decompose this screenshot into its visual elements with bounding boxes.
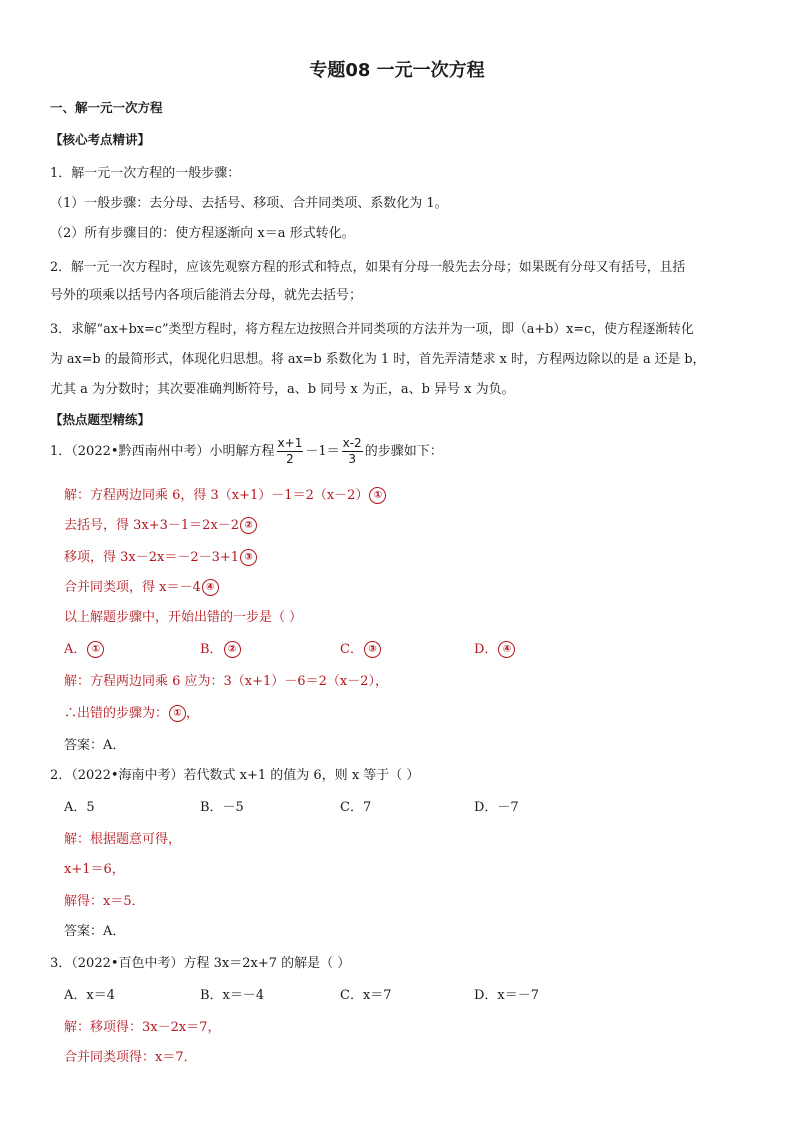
q1-stem <box>50 436 443 467</box>
q1-answer: 答案：A． <box>64 738 126 753</box>
solution-marker-1: ① <box>169 705 186 722</box>
step-marker-1: ① <box>369 487 386 504</box>
option-a-marker: ① <box>87 641 104 658</box>
core-point-3-line2: 为 ax=b 的最简形式，体现化归思想。将 ax=b 系数化为 1 时，首先弄清楚求 x 时，方程两边除以的是 a 还是 b， <box>50 352 706 367</box>
core-point-1b: （2）所有步骤目的：使方程逐渐向 x＝a 形式转化。 <box>50 226 355 241</box>
core-point-1: 1．解一元一次方程的一般步骤： <box>50 166 241 181</box>
q1-frac1-numerator: x+1 <box>277 436 303 450</box>
q2-solution-1: 解：根据题意可得， <box>64 832 182 847</box>
q1-option-a-label: A． <box>64 642 87 657</box>
section-heading: 一、解一元一次方程 <box>50 100 163 115</box>
q1-solution-2-text: ∴出错的步骤为： <box>64 706 169 721</box>
core-point-3-line3: 尤其 a 为分数时；其次要准确判断符号，a、b 同号 x 为正，a、b 异号 x 为负。 <box>50 382 515 397</box>
q3-option-d: D．x＝－7 <box>474 988 540 1003</box>
q1-step-3 <box>64 546 257 566</box>
core-point-2-line1: 2．解一元一次方程时，应该先观察方程的形式和特点，如果有分母一般先去分母；如果既有分母又有括号，且括 <box>50 260 686 275</box>
q1-step-4-text: 合并同类项，得 x＝－4 <box>64 580 201 595</box>
step-marker-2: ② <box>240 517 257 534</box>
q1-stem-prefix: 1．（2022•黔西南州中考）小明解方程 <box>50 444 275 459</box>
q1-fraction-2 <box>342 436 363 467</box>
q1-option-c <box>340 638 381 658</box>
q3-option-b: B．x＝－4 <box>200 988 265 1003</box>
q3-solution-2: 合并同类项得：x＝7． <box>64 1050 197 1065</box>
core-point-3-line1: 3．求解“ax+bx=c”类型方程时，将方程左边按照合并同类项的方法并为一项，即（a+b）x=c，使方程逐渐转化 <box>50 322 694 337</box>
q1-option-b <box>200 638 241 658</box>
option-d-marker: ④ <box>498 641 515 658</box>
q2-solution-2: x+1＝6， <box>64 862 125 877</box>
hot-header: 【热点题型精练】 <box>50 412 151 427</box>
q2-option-d: D．－7 <box>474 800 519 815</box>
q2-option-a: A．5 <box>64 800 95 815</box>
q3-solution-1: 解：移项得：3x－2x＝7， <box>64 1020 221 1035</box>
step-marker-4: ④ <box>202 579 219 596</box>
q1-stem-mid: －1＝ <box>305 444 340 459</box>
step-marker-3: ③ <box>240 549 257 566</box>
q2-option-b: B．－5 <box>200 800 244 815</box>
q2-solution-3: 解得：x＝5． <box>64 894 145 909</box>
core-point-1a: （1）一般步骤：去分母、去括号、移项、合并同类项、系数化为 1。 <box>50 196 448 211</box>
q1-frac1-denominator: 2 <box>286 452 294 466</box>
q2-answer: 答案：A． <box>64 924 126 939</box>
q1-step-2-text: 去括号，得 3x+3－1＝2x－2 <box>64 518 240 533</box>
q1-option-d <box>474 638 515 658</box>
q1-option-d-label: D． <box>474 642 498 657</box>
q3-option-a: A．x＝4 <box>64 988 115 1003</box>
q3-stem: 3．（2022•百色中考）方程 3x＝2x+7 的解是（ ） <box>50 956 351 971</box>
q1-frac2-numerator: x-2 <box>342 436 362 450</box>
q1-option-b-label: B． <box>200 642 223 657</box>
option-c-marker: ③ <box>364 641 381 658</box>
q1-step-1-text: 解：方程两边同乘 6，得 3（x+1）－1＝2（x－2） <box>64 488 369 503</box>
q1-fraction-1 <box>277 436 304 467</box>
q1-step-3-text: 移项，得 3x－2x＝－2－3+1 <box>64 550 240 565</box>
q1-option-a <box>64 638 104 658</box>
core-header: 【核心考点精讲】 <box>50 132 151 147</box>
q1-step-1 <box>64 484 386 504</box>
q1-solution-1: 解：方程两边同乘 6 应为：3（x+1）－6＝2（x－2）， <box>64 674 388 689</box>
q2-stem: 2．（2022•海南中考）若代数式 x+1 的值为 6，则 x 等于（ ） <box>50 768 420 783</box>
q1-solution-2 <box>64 702 199 722</box>
q3-option-c: C．x＝7 <box>340 988 392 1003</box>
q1-solution-2-end: ， <box>186 706 200 721</box>
page-title: 专题08 一元一次方程 <box>309 60 485 81</box>
q1-frac2-denominator: 3 <box>348 452 356 466</box>
q1-step-2 <box>64 514 257 534</box>
core-point-2-line2: 号外的项乘以括号内各项后能消去分母，就先去括号； <box>50 288 363 303</box>
q1-option-c-label: C． <box>340 642 363 657</box>
q1-question: 以上解题步骤中，开始出错的一步是（ ） <box>64 610 303 625</box>
q1-stem-suffix: 的步骤如下： <box>364 444 443 459</box>
q1-step-4 <box>64 576 219 596</box>
q2-option-c: C．7 <box>340 800 372 815</box>
option-b-marker: ② <box>224 641 241 658</box>
